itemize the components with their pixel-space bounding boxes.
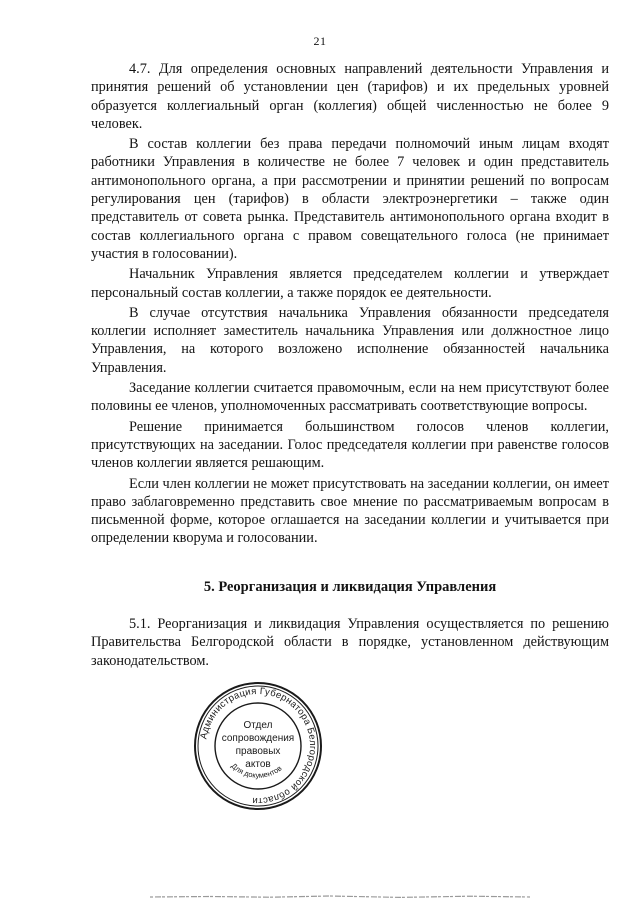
stamp-line-3: правовых	[235, 746, 281, 757]
official-stamp	[192, 680, 324, 812]
paragraph-deputy: В случае отсутствия начальника Управления обязанности председателя коллегии исполняет заместитель начальника Управления или должностное лицо Управления, на которого возложено исполнение обязанностей начальника Управления.	[91, 304, 609, 376]
paragraph-decision: Решение принимается большинством голосов членов коллегии, присутствующих на заседании. Голос председателя коллегии при равенстве голосов членов коллегии является решающим.	[91, 418, 609, 472]
stamp-outer-text: Администрация Губернатора Белгородской области	[198, 685, 319, 807]
document-body	[91, 60, 609, 670]
stamp-line-2: сопровождения	[221, 733, 295, 744]
paragraph-4-7: 4.7. Для определения основных направлений деятельности Управления и принятия решений об установлении цен (тарифов) и их предельных уровней образуется коллегиальный орган (коллегия) общей численностью не более 9 человек.	[91, 61, 609, 132]
page-number: 21	[313, 34, 327, 48]
paragraph-collegium-composition: В состав коллегии без права передачи полномочий иным лицам входят работники Управления в количестве не более 7 человек и один представитель антимонопольного органа, а при рассмотрении и принятии решений по вопросам регулирования цен (тарифов) в области электроэнергетики – также один представитель от совета рынка. Представитель антимонопольного органа входит в состав коллегиального органа с правом совещательного голоса (не принимает участия в голосовании).	[91, 136, 609, 262]
scan-artifact	[150, 886, 530, 892]
paragraph-5-1: 5.1. Реорганизация и ликвидация Управления осуществляется по решению Правительства Белгородской области в порядке, установленном действующим законодательством.	[91, 616, 609, 669]
paragraph-chairman: Начальник Управления является председателем коллегии и утверждает персональный состав коллегии, а также порядок ее деятельности.	[91, 266, 609, 301]
stamp-inner-text: Для документов	[229, 761, 284, 780]
stamp-line-4: актов	[245, 759, 271, 770]
section-5-title: 5. Реорганизация и ликвидация Управления	[203, 578, 497, 595]
paragraph-quorum: Заседание коллегии считается правомочным, если на нем присутствуют более половины ее членов, уполномоченных рассматривать соответствующие вопросы.	[91, 380, 609, 415]
stamp-line-1: Отдел	[243, 720, 273, 731]
paragraph-absent-member: Если член коллегии не может присутствовать на заседании коллегии, он имеет право заблаговременно представить свое мнение по рассматриваемым вопросам в письменной форме, которое оглашается на заседании коллегии и учитывается при определении кворума и голосовании.	[91, 475, 609, 547]
